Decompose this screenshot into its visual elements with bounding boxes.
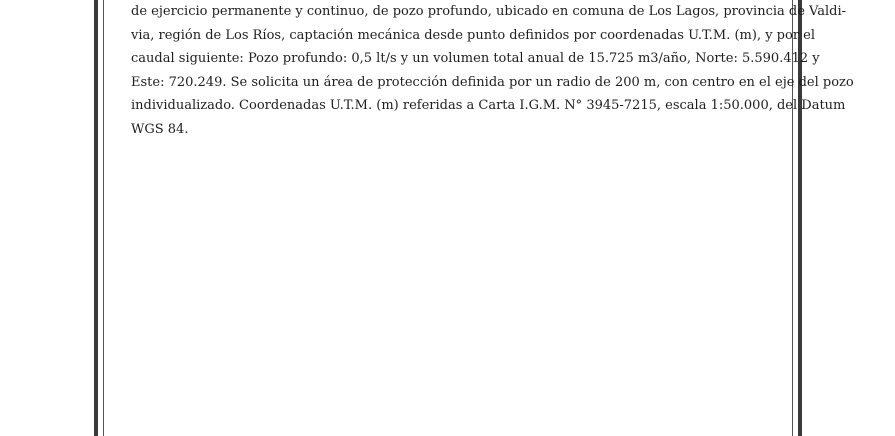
- paragraph-line-4: Este: 720.249. Se solicita un área de protección definida por un radio de 200 m, con centro en el eje del pozo: [131, 74, 854, 90]
- paragraph-line-1: de ejercicio permanente y continuo, de pozo profundo, ubicado en comuna de Los Lagos, provincia de Valdi-: [131, 4, 847, 19]
- paragraph-line-6: WGS 84.: [131, 121, 189, 137]
- legal-notice-paragraph: [131, 0, 854, 142]
- paragraph-line-5: individualizado. Coordenadas U.T.M. (m) referidas a Carta I.G.M. N° 3945-7215, escala 1:50.000, del Datum: [131, 98, 846, 114]
- paragraph-line-2: via, región de Los Ríos, captación mecánica desde punto definidos por coordenadas U.T.M. (m), y por el: [131, 27, 816, 43]
- paragraph-line-3: caudal siguiente: Pozo profundo: 0,5 lt/s y un volumen total anual de 15.725 m3/año, Norte: 5.590.412 y: [131, 51, 820, 67]
